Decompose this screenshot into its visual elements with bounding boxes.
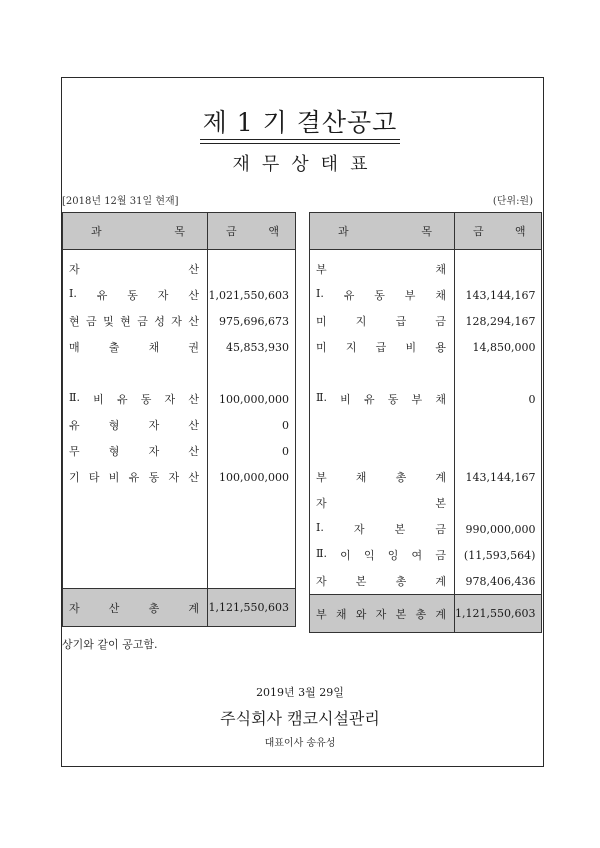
left-row-label <box>69 412 199 438</box>
right-row-amount-value: 990,000,000 <box>465 522 536 536</box>
asset-amounts <box>208 250 296 589</box>
left-row-amount-value: 0 <box>282 418 289 432</box>
company-name: 주식회사 캠코시설관리 <box>220 709 380 728</box>
asset-subjects <box>63 250 208 589</box>
right-row-amount <box>455 438 541 464</box>
left-row-amount-value: 0 <box>282 444 289 458</box>
left-row-label <box>69 386 199 412</box>
right-row-label <box>316 438 446 464</box>
right-row-label <box>316 282 446 308</box>
left-row-amount <box>208 360 295 386</box>
right-row-label-text: 미 지 급 비 용 <box>316 341 446 354</box>
left-row-amount-value: 100,000,000 <box>219 470 289 484</box>
left-row-label-text: 매 출 채 권 <box>69 341 199 354</box>
total-assets-label <box>63 589 208 627</box>
left-row-amount <box>208 438 295 464</box>
liability-amounts <box>455 250 542 595</box>
left-row-label <box>69 308 199 334</box>
right-row-label-text: 자 본 총 계 <box>316 575 446 588</box>
left-row-label-text: 현 금 및 현 금 성 자 산 <box>69 315 199 328</box>
left-row-amount <box>208 386 295 412</box>
right-row-amount <box>455 386 541 412</box>
notice-text: 상기와 같이 공고함. <box>62 638 158 651</box>
right-row-amount <box>455 360 541 386</box>
right-row-amount-value: 14,850,000 <box>472 340 536 354</box>
right-row-amount <box>455 464 541 490</box>
left-row-amount <box>208 282 295 308</box>
right-row-label <box>316 516 446 542</box>
right-row-amount <box>455 542 541 568</box>
right-row-amount <box>455 308 541 334</box>
right-row-amount-value: 978,406,436 <box>465 574 536 588</box>
left-total-text-text: 자 산 총 계 <box>69 601 199 615</box>
liability-subjects <box>310 250 455 595</box>
left-row-label <box>69 256 199 282</box>
right-row-amount <box>455 490 541 516</box>
right-row-label-text: Ⅰ. 유 동 부 채 <box>316 287 446 302</box>
right-row-amount-value: (11,593,564) <box>463 548 536 562</box>
left-row-label-text: 자 산 <box>69 263 199 276</box>
left-row-amount-value: 975,696,673 <box>219 314 289 328</box>
right-total-text-text: 부 채 와 자 본 총 계 <box>316 607 446 621</box>
right-total-text <box>316 595 446 632</box>
right-row-label <box>316 386 446 412</box>
right-row-amount <box>455 282 541 308</box>
right-row-label <box>316 360 446 386</box>
left-row-amount <box>208 334 295 360</box>
left-row-label-text: Ⅰ. 유 동 자 산 <box>69 287 199 302</box>
left-row-label <box>69 464 199 490</box>
right-row-amount-value: 143,144,167 <box>465 470 536 484</box>
left-row-label <box>69 282 199 308</box>
right-row-label-text: Ⅰ. 자 본 금 <box>316 521 446 536</box>
left-row-label-text: 기 타 비 유 동 자 산 <box>69 471 199 484</box>
right-row-label-text: 미 지 급 금 <box>316 315 446 328</box>
left-row-label-text: Ⅱ. 비 유 동 자 산 <box>69 391 199 406</box>
amount-header: 금 액 <box>208 213 296 250</box>
liabilities-equity-table <box>309 212 542 633</box>
left-row-label <box>69 334 199 360</box>
left-row-amount <box>208 256 295 282</box>
right-row-label-text: 부 채 <box>316 263 446 276</box>
subject-header: 과 목 <box>310 213 455 250</box>
subject-header: 과 목 <box>63 213 208 250</box>
left-row-label-text: 유 형 자 산 <box>69 419 199 432</box>
right-row-label <box>316 256 446 282</box>
total-liabilities-equity-amount: 1,121,550,603 <box>455 595 542 633</box>
right-row-amount-value: 143,144,167 <box>465 288 536 302</box>
assets-table <box>62 212 296 627</box>
right-row-label-text: Ⅱ. 비 유 동 부 채 <box>316 391 446 406</box>
right-row-label <box>316 308 446 334</box>
right-row-label <box>316 412 446 438</box>
notice-date: 2019년 3월 29일 <box>256 686 344 699</box>
right-row-label <box>316 568 446 594</box>
right-row-label <box>316 542 446 568</box>
notice-title: 제 1 기 결산공고 <box>0 103 600 139</box>
left-row-amount-value: 45,853,930 <box>226 340 289 354</box>
total-liabilities-equity-label <box>310 595 455 633</box>
left-total-text <box>69 589 199 626</box>
right-row-amount <box>455 256 541 282</box>
right-row-label <box>316 464 446 490</box>
right-row-label <box>316 490 446 516</box>
left-row-amount-value: 100,000,000 <box>219 392 289 406</box>
left-row-amount <box>208 464 295 490</box>
total-assets-amount: 1,121,550,603 <box>208 589 296 627</box>
right-row-label-text: 부 채 총 계 <box>316 471 446 484</box>
ceo-name: 대표이사 송유성 <box>264 738 336 749</box>
left-row-amount <box>208 412 295 438</box>
right-row-amount <box>455 568 541 594</box>
right-row-label-text: Ⅱ. 이 익 잉 여 금 <box>316 547 446 562</box>
unit-label: (단위:원) <box>492 196 533 207</box>
statement-title: 재무상태표 <box>232 154 380 175</box>
right-row-label <box>316 334 446 360</box>
left-row-amount-value: 1,021,550,603 <box>208 288 289 302</box>
right-row-amount-value: 0 <box>528 392 536 406</box>
amount-header: 금 액 <box>455 213 542 250</box>
right-row-amount-value: 128,294,167 <box>465 314 536 328</box>
as-of-date: [2018년 12월 31일 현재] <box>62 196 179 207</box>
left-row-amount <box>208 308 295 334</box>
left-row-label-text: 무 형 자 산 <box>69 445 199 458</box>
right-row-amount <box>455 412 541 438</box>
left-row-label <box>69 360 199 386</box>
right-row-amount <box>455 334 541 360</box>
right-row-label-text: 자 본 <box>316 497 446 510</box>
left-row-label <box>69 438 199 464</box>
right-row-amount <box>455 516 541 542</box>
